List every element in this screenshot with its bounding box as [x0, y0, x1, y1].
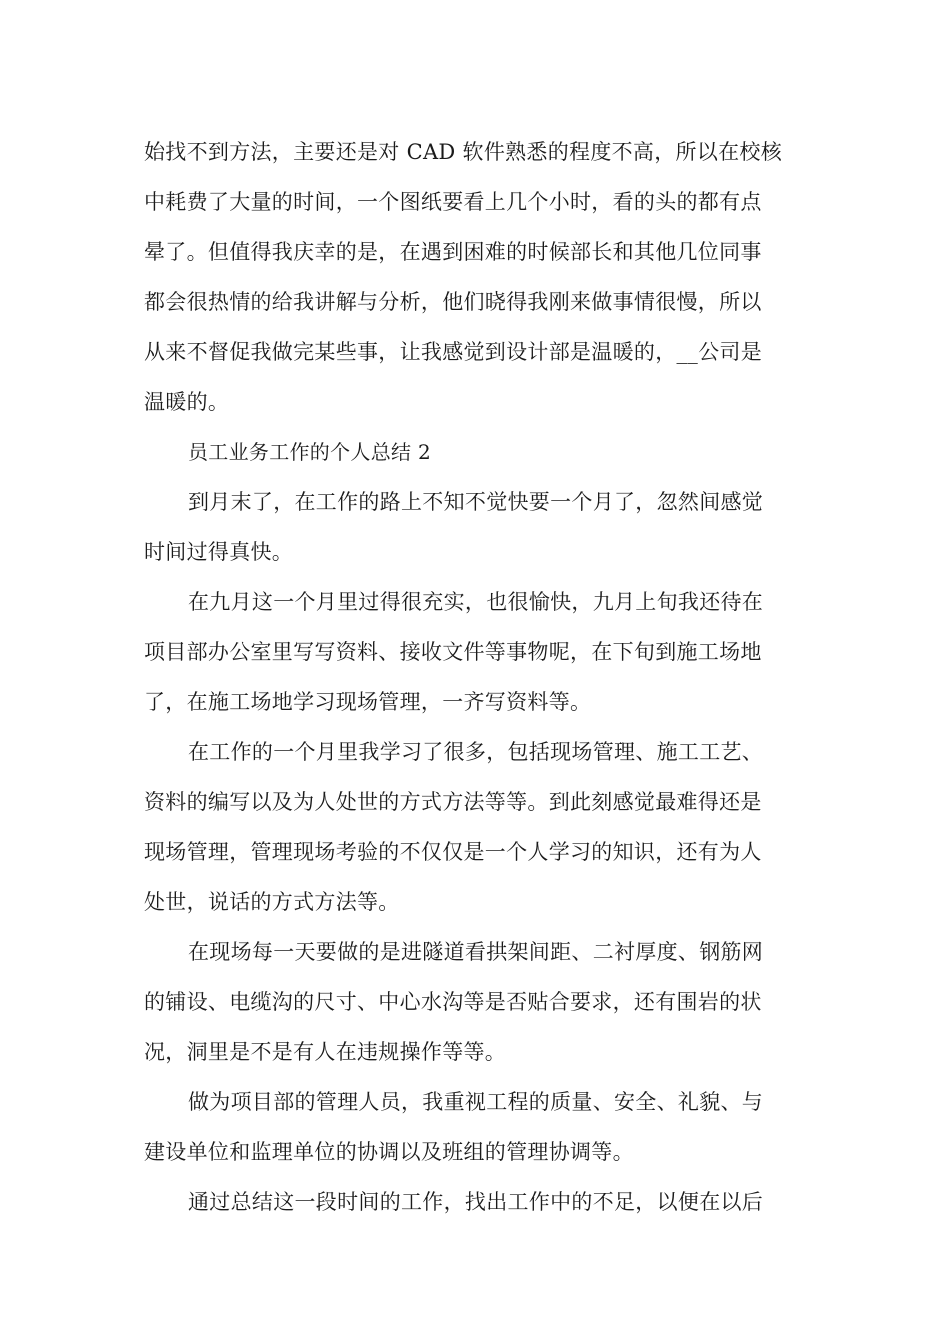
paragraph-line: 项目部办公室里写写资料、接收文件等事物呢，在下旬到施工场地 [144, 640, 762, 664]
paragraph-first-line: 做为项目部的管理人员，我重视工程的质量、安全、礼貌、与 [188, 1090, 764, 1114]
paragraph-line: 处世，说话的方式方法等。 [144, 890, 400, 914]
paragraph-first-line: 通过总结这一段时间的工作，找出工作中的不足，以便在以后 [188, 1190, 764, 1214]
paragraph-first-line: 在工作的一个月里我学习了很多，包括现场管理、施工工艺、 [188, 740, 764, 764]
document-page [144, 127, 809, 1227]
paragraph-line: 都会很热情的给我讲解与分析，他们晓得我刚来做事情很慢，所以 [144, 290, 762, 314]
paragraph-first-line: 在九月这一个月里过得很充实，也很愉快，九月上旬我还待在 [188, 590, 764, 614]
paragraph-first-line: 在现场每一天要做的是进隧道看拱架间距、二衬厚度、钢筋网 [188, 940, 764, 964]
paragraph-line: 晕了。但值得我庆幸的是，在遇到困难的时候部长和其他几位同事 [144, 240, 762, 264]
paragraph-line: 的铺设、电缆沟的尺寸、中心水沟等是否贴合要求，还有围岩的状 [144, 990, 762, 1014]
paragraph-line: 中耗费了大量的时间，一个图纸要看上几个小时，看的头的都有点 [144, 190, 762, 214]
paragraph-line: 资料的编写以及为人处世的方式方法等等。到此刻感觉最难得还是 [144, 790, 762, 814]
paragraph-first-line: 到月末了，在工作的路上不知不觉快要一个月了，忽然间感觉 [188, 490, 764, 514]
paragraph-line: 温暖的。 [144, 390, 230, 414]
paragraph-line: 建设单位和监理单位的协调以及班组的管理协调等。 [144, 1140, 634, 1164]
paragraph-line: 从来不督促我做完某些事，让我感觉到设计部是温暖的，__公司是 [144, 340, 762, 364]
paragraph-line: 时间过得真快。 [144, 540, 294, 564]
paragraph-line: 况，洞里是不是有人在违规操作等等。 [144, 1040, 507, 1064]
paragraph-line: 现场管理，管理现场考验的不仅仅是一个人学习的知识，还有为人 [144, 840, 762, 864]
paragraph-line: 了，在施工场地学习现场管理，一齐写资料等。 [144, 690, 592, 714]
section-heading: 员工业务工作的个人总结 2 [188, 440, 431, 464]
paragraph-line: 始找不到方法，主要还是对 CAD 软件熟悉的程度不高，所以在校核 [144, 140, 783, 164]
